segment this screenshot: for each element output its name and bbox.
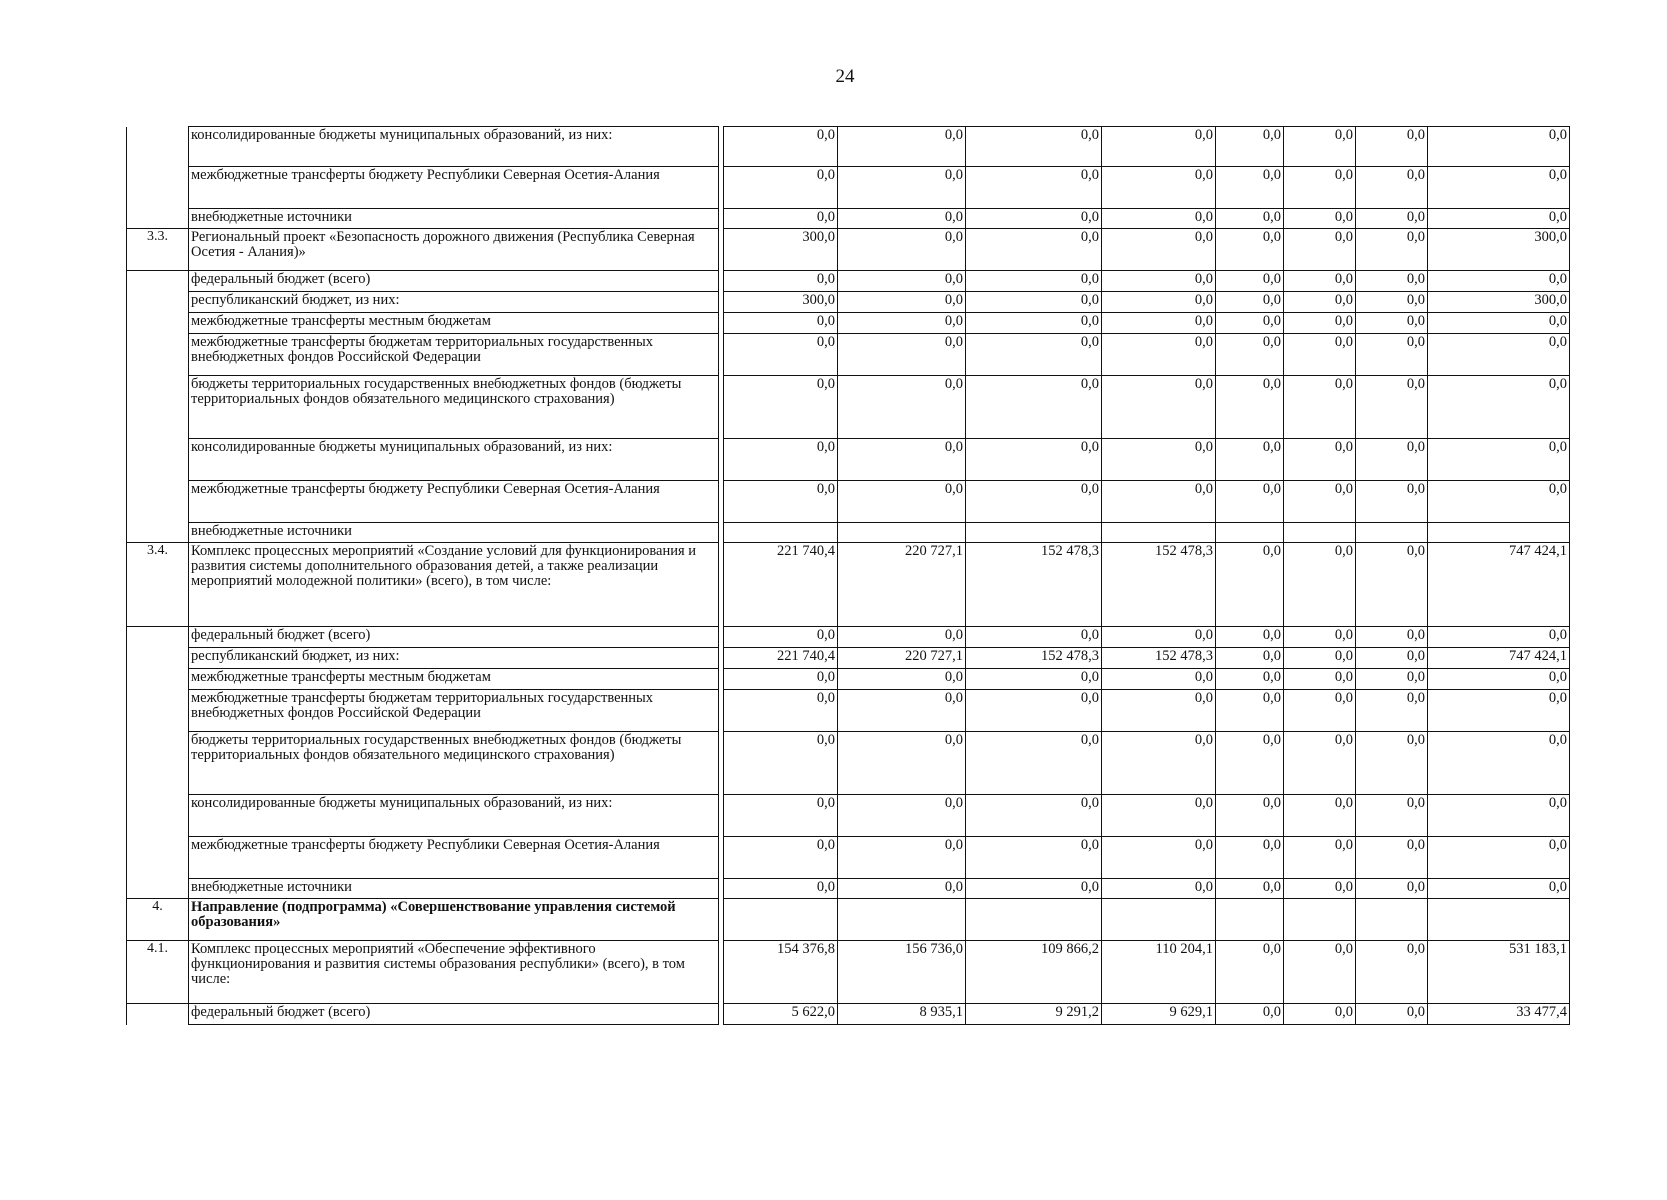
row-number xyxy=(127,732,189,795)
value-cell: 0,0 xyxy=(1216,648,1284,669)
value-cell: 0,0 xyxy=(1216,543,1284,627)
value-cell: 0,0 xyxy=(1356,292,1428,313)
value-cell: 0,0 xyxy=(1216,313,1284,334)
value-cell: 0,0 xyxy=(1356,376,1428,439)
value-cell: 0,0 xyxy=(838,313,966,334)
value-cell: 0,0 xyxy=(1356,313,1428,334)
value-cell xyxy=(1216,523,1284,543)
value-cell: 0,0 xyxy=(1284,127,1356,167)
value-cell: 0,0 xyxy=(1428,690,1570,732)
value-cell: 154 376,8 xyxy=(724,941,838,1004)
row-label: межбюджетные трансферты бюджету Республики Северная Осетия-Алания xyxy=(189,167,719,209)
value-cell: 0,0 xyxy=(1284,543,1356,627)
value-cell: 0,0 xyxy=(966,879,1102,899)
value-cell: 0,0 xyxy=(724,376,838,439)
value-cell xyxy=(1216,899,1284,941)
value-cell: 0,0 xyxy=(1102,167,1216,209)
value-cell: 0,0 xyxy=(1428,669,1570,690)
value-cell: 0,0 xyxy=(1428,879,1570,899)
value-cell: 0,0 xyxy=(1284,879,1356,899)
value-cell: 0,0 xyxy=(1284,837,1356,879)
value-cell: 0,0 xyxy=(1102,376,1216,439)
value-cell: 0,0 xyxy=(1356,795,1428,837)
value-cell: 0,0 xyxy=(724,271,838,292)
value-cell: 0,0 xyxy=(1284,313,1356,334)
value-cell: 152 478,3 xyxy=(1102,648,1216,669)
row-number xyxy=(127,271,189,292)
value-cell: 0,0 xyxy=(838,627,966,648)
value-cell: 33 477,4 xyxy=(1428,1004,1570,1025)
row-label: внебюджетные источники xyxy=(189,523,719,543)
value-cell: 0,0 xyxy=(966,127,1102,167)
value-cell: 0,0 xyxy=(1102,209,1216,229)
value-cell: 0,0 xyxy=(1284,209,1356,229)
row-number xyxy=(127,690,189,732)
value-cell: 747 424,1 xyxy=(1428,648,1570,669)
value-cell: 0,0 xyxy=(838,837,966,879)
value-cell: 0,0 xyxy=(724,439,838,481)
value-cell: 0,0 xyxy=(1102,313,1216,334)
value-cell: 0,0 xyxy=(838,481,966,523)
value-cell: 0,0 xyxy=(1102,837,1216,879)
value-cell: 0,0 xyxy=(1428,627,1570,648)
row-label: консолидированные бюджеты муниципальных образований, из них: xyxy=(189,439,719,481)
value-cell: 0,0 xyxy=(838,690,966,732)
value-cell: 0,0 xyxy=(1102,481,1216,523)
value-cell: 0,0 xyxy=(838,209,966,229)
value-cell: 0,0 xyxy=(1102,795,1216,837)
value-cell: 0,0 xyxy=(724,167,838,209)
row-number xyxy=(127,313,189,334)
value-cell: 0,0 xyxy=(966,271,1102,292)
value-cell: 0,0 xyxy=(1102,627,1216,648)
value-cell: 0,0 xyxy=(838,795,966,837)
row-label: консолидированные бюджеты муниципальных образований, из них: xyxy=(189,127,719,167)
row-label: межбюджетные трансферты местным бюджетам xyxy=(189,313,719,334)
value-cell: 0,0 xyxy=(724,481,838,523)
value-cell: 0,0 xyxy=(1356,543,1428,627)
table-row xyxy=(127,543,1570,627)
value-cell: 0,0 xyxy=(1216,941,1284,1004)
value-cell xyxy=(1284,523,1356,543)
value-cell: 0,0 xyxy=(838,127,966,167)
value-cell: 0,0 xyxy=(838,439,966,481)
value-cell: 0,0 xyxy=(966,837,1102,879)
value-cell: 0,0 xyxy=(1216,376,1284,439)
value-cell: 0,0 xyxy=(1356,837,1428,879)
value-cell: 0,0 xyxy=(724,690,838,732)
value-cell: 0,0 xyxy=(1102,690,1216,732)
value-cell: 0,0 xyxy=(966,376,1102,439)
value-cell: 0,0 xyxy=(1102,669,1216,690)
table-row xyxy=(127,439,1570,481)
value-cell: 0,0 xyxy=(1284,334,1356,376)
table-row xyxy=(127,127,1570,167)
value-cell xyxy=(966,523,1102,543)
row-label: консолидированные бюджеты муниципальных образований, из них: xyxy=(189,795,719,837)
value-cell: 0,0 xyxy=(1356,229,1428,271)
row-number: 3.3. xyxy=(127,229,189,271)
page-number: 24 xyxy=(835,66,855,87)
value-cell: 0,0 xyxy=(1356,334,1428,376)
table-row xyxy=(127,334,1570,376)
table-row xyxy=(127,313,1570,334)
value-cell: 0,0 xyxy=(1102,879,1216,899)
row-number: 3.4. xyxy=(127,543,189,627)
value-cell: 0,0 xyxy=(1284,167,1356,209)
row-label: Комплекс процессных мероприятий «Создание условий для функционирования и развития системы дополнительного образования детей, а также реализации мероприятий молодежной политики» (всего), в том числе: xyxy=(189,543,719,627)
value-cell: 5 622,0 xyxy=(724,1004,838,1025)
value-cell: 0,0 xyxy=(1216,334,1284,376)
value-cell: 0,0 xyxy=(838,271,966,292)
row-number xyxy=(127,837,189,879)
row-label: бюджеты территориальных государственных внебюджетных фондов (бюджеты территориальных фондов обязательного медицинского страхования) xyxy=(189,732,719,795)
row-label: Направление (подпрограмма) «Совершенствование управления системой образования» xyxy=(189,899,719,941)
value-cell: 0,0 xyxy=(1356,941,1428,1004)
value-cell: 300,0 xyxy=(1428,292,1570,313)
value-cell: 9 629,1 xyxy=(1102,1004,1216,1025)
row-number xyxy=(127,627,189,648)
value-cell: 0,0 xyxy=(1284,669,1356,690)
value-cell: 0,0 xyxy=(1216,271,1284,292)
value-cell: 0,0 xyxy=(1356,439,1428,481)
value-cell: 0,0 xyxy=(966,334,1102,376)
value-cell xyxy=(1356,523,1428,543)
value-cell: 0,0 xyxy=(1216,732,1284,795)
value-cell: 0,0 xyxy=(1284,271,1356,292)
table-row xyxy=(127,523,1570,543)
value-cell: 0,0 xyxy=(1102,732,1216,795)
value-cell: 0,0 xyxy=(1102,271,1216,292)
value-cell: 300,0 xyxy=(724,229,838,271)
value-cell: 0,0 xyxy=(724,837,838,879)
row-label: Региональный проект «Безопасность дорожного движения (Республика Северная Осетия - Алания)» xyxy=(189,229,719,271)
value-cell: 0,0 xyxy=(1428,732,1570,795)
value-cell: 0,0 xyxy=(1428,127,1570,167)
value-cell: 0,0 xyxy=(1216,439,1284,481)
value-cell: 0,0 xyxy=(1356,648,1428,669)
value-cell: 0,0 xyxy=(1216,1004,1284,1025)
value-cell: 0,0 xyxy=(724,334,838,376)
value-cell: 0,0 xyxy=(1428,313,1570,334)
value-cell: 0,0 xyxy=(966,313,1102,334)
value-cell: 110 204,1 xyxy=(1102,941,1216,1004)
value-cell: 0,0 xyxy=(1356,481,1428,523)
value-cell: 0,0 xyxy=(1102,292,1216,313)
value-cell xyxy=(966,899,1102,941)
value-cell: 221 740,4 xyxy=(724,648,838,669)
value-cell: 0,0 xyxy=(724,209,838,229)
value-cell: 0,0 xyxy=(966,690,1102,732)
value-cell: 0,0 xyxy=(1284,732,1356,795)
row-label: внебюджетные источники xyxy=(189,209,719,229)
value-cell: 0,0 xyxy=(1356,627,1428,648)
value-cell: 152 478,3 xyxy=(966,648,1102,669)
value-cell: 0,0 xyxy=(1284,627,1356,648)
row-number xyxy=(127,167,189,209)
value-cell: 0,0 xyxy=(1428,795,1570,837)
row-number xyxy=(127,648,189,669)
value-cell: 0,0 xyxy=(966,732,1102,795)
value-cell: 0,0 xyxy=(724,732,838,795)
row-number xyxy=(127,209,189,229)
value-cell xyxy=(1102,899,1216,941)
row-label: межбюджетные трансферты бюджету Республики Северная Осетия-Алания xyxy=(189,837,719,879)
value-cell: 0,0 xyxy=(1216,669,1284,690)
value-cell: 0,0 xyxy=(1356,209,1428,229)
value-cell: 0,0 xyxy=(1216,127,1284,167)
value-cell: 0,0 xyxy=(1428,837,1570,879)
value-cell: 0,0 xyxy=(1428,481,1570,523)
value-cell: 0,0 xyxy=(1102,334,1216,376)
value-cell: 0,0 xyxy=(838,879,966,899)
value-cell: 0,0 xyxy=(1356,669,1428,690)
value-cell: 0,0 xyxy=(1284,795,1356,837)
table-row xyxy=(127,627,1570,648)
row-number xyxy=(127,669,189,690)
row-label: республиканский бюджет, из них: xyxy=(189,292,719,313)
value-cell: 0,0 xyxy=(1356,127,1428,167)
row-label: федеральный бюджет (всего) xyxy=(189,627,719,648)
value-cell: 0,0 xyxy=(1428,167,1570,209)
value-cell: 156 736,0 xyxy=(838,941,966,1004)
value-cell: 0,0 xyxy=(838,167,966,209)
value-cell: 0,0 xyxy=(838,669,966,690)
value-cell: 0,0 xyxy=(1216,292,1284,313)
row-number xyxy=(127,439,189,481)
value-cell: 0,0 xyxy=(1216,481,1284,523)
value-cell: 0,0 xyxy=(1284,439,1356,481)
value-cell: 0,0 xyxy=(1284,481,1356,523)
value-cell: 0,0 xyxy=(1356,167,1428,209)
row-number xyxy=(127,376,189,439)
value-cell: 0,0 xyxy=(1428,271,1570,292)
budget-table-body xyxy=(127,127,1570,1025)
row-number xyxy=(127,481,189,523)
row-label: межбюджетные трансферты бюджетам территориальных государственных внебюджетных фондов Российской Федерации xyxy=(189,690,719,732)
row-label: федеральный бюджет (всего) xyxy=(189,1004,719,1025)
value-cell: 0,0 xyxy=(1284,292,1356,313)
value-cell: 0,0 xyxy=(966,439,1102,481)
row-number xyxy=(127,523,189,543)
value-cell xyxy=(1102,523,1216,543)
table-row xyxy=(127,837,1570,879)
value-cell: 0,0 xyxy=(1356,271,1428,292)
table-row xyxy=(127,481,1570,523)
row-label: межбюджетные трансферты бюджетам территориальных государственных внебюджетных фондов Российской Федерации xyxy=(189,334,719,376)
value-cell: 0,0 xyxy=(966,167,1102,209)
value-cell: 0,0 xyxy=(724,669,838,690)
value-cell: 0,0 xyxy=(724,127,838,167)
value-cell: 0,0 xyxy=(838,229,966,271)
value-cell: 0,0 xyxy=(724,879,838,899)
table-row xyxy=(127,669,1570,690)
value-cell: 0,0 xyxy=(1216,167,1284,209)
value-cell: 531 183,1 xyxy=(1428,941,1570,1004)
value-cell: 220 727,1 xyxy=(838,648,966,669)
value-cell: 0,0 xyxy=(1356,690,1428,732)
value-cell: 0,0 xyxy=(1356,879,1428,899)
value-cell: 0,0 xyxy=(1284,1004,1356,1025)
row-label: федеральный бюджет (всего) xyxy=(189,271,719,292)
value-cell: 0,0 xyxy=(966,292,1102,313)
value-cell: 8 935,1 xyxy=(838,1004,966,1025)
value-cell: 221 740,4 xyxy=(724,543,838,627)
value-cell: 0,0 xyxy=(1216,795,1284,837)
value-cell xyxy=(838,523,966,543)
value-cell: 0,0 xyxy=(1216,229,1284,271)
row-number xyxy=(127,795,189,837)
value-cell: 0,0 xyxy=(1216,837,1284,879)
value-cell: 0,0 xyxy=(1284,648,1356,669)
value-cell: 0,0 xyxy=(1216,690,1284,732)
table-row xyxy=(127,229,1570,271)
value-cell xyxy=(1284,899,1356,941)
row-number xyxy=(127,127,189,167)
value-cell: 0,0 xyxy=(1284,690,1356,732)
value-cell: 0,0 xyxy=(1102,439,1216,481)
value-cell: 0,0 xyxy=(724,313,838,334)
row-number xyxy=(127,292,189,313)
row-number xyxy=(127,879,189,899)
value-cell: 0,0 xyxy=(1216,627,1284,648)
row-label: республиканский бюджет, из них: xyxy=(189,648,719,669)
value-cell: 0,0 xyxy=(1356,732,1428,795)
value-cell xyxy=(1428,899,1570,941)
value-cell: 109 866,2 xyxy=(966,941,1102,1004)
row-label: Комплекс процессных мероприятий «Обеспечение эффективного функционирования и развития системы образования республики» (всего), в том числе: xyxy=(189,941,719,1004)
value-cell: 0,0 xyxy=(966,627,1102,648)
value-cell: 747 424,1 xyxy=(1428,543,1570,627)
value-cell: 0,0 xyxy=(838,292,966,313)
value-cell xyxy=(838,899,966,941)
value-cell: 0,0 xyxy=(1356,1004,1428,1025)
value-cell: 0,0 xyxy=(724,627,838,648)
value-cell: 300,0 xyxy=(724,292,838,313)
value-cell: 0,0 xyxy=(1284,941,1356,1004)
value-cell xyxy=(724,523,838,543)
row-number xyxy=(127,1004,189,1025)
value-cell: 9 291,2 xyxy=(966,1004,1102,1025)
value-cell: 0,0 xyxy=(1428,439,1570,481)
table-row xyxy=(127,376,1570,439)
table-row xyxy=(127,271,1570,292)
budget-table xyxy=(126,126,1570,1025)
value-cell xyxy=(1428,523,1570,543)
value-cell: 0,0 xyxy=(838,376,966,439)
table-row xyxy=(127,1004,1570,1025)
value-cell: 152 478,3 xyxy=(966,543,1102,627)
value-cell: 0,0 xyxy=(966,229,1102,271)
value-cell: 0,0 xyxy=(1102,127,1216,167)
value-cell: 0,0 xyxy=(1428,376,1570,439)
value-cell: 0,0 xyxy=(1428,334,1570,376)
table-row xyxy=(127,941,1570,1004)
row-number: 4.1. xyxy=(127,941,189,1004)
value-cell: 300,0 xyxy=(1428,229,1570,271)
row-label: внебюджетные источники xyxy=(189,879,719,899)
table-row xyxy=(127,795,1570,837)
table-row xyxy=(127,879,1570,899)
row-label: межбюджетные трансферты бюджету Республики Северная Осетия-Алания xyxy=(189,481,719,523)
value-cell: 152 478,3 xyxy=(1102,543,1216,627)
row-label: бюджеты территориальных государственных внебюджетных фондов (бюджеты территориальных фондов обязательного медицинского страхования) xyxy=(189,376,719,439)
value-cell: 0,0 xyxy=(966,669,1102,690)
table-row xyxy=(127,648,1570,669)
value-cell: 0,0 xyxy=(1284,229,1356,271)
table-row xyxy=(127,899,1570,941)
value-cell: 0,0 xyxy=(1216,879,1284,899)
table-row xyxy=(127,209,1570,229)
value-cell: 0,0 xyxy=(1216,209,1284,229)
value-cell: 0,0 xyxy=(724,795,838,837)
table-row xyxy=(127,732,1570,795)
value-cell: 0,0 xyxy=(966,481,1102,523)
table-row xyxy=(127,690,1570,732)
table-row xyxy=(127,167,1570,209)
row-label: межбюджетные трансферты местным бюджетам xyxy=(189,669,719,690)
row-number xyxy=(127,334,189,376)
table-row xyxy=(127,292,1570,313)
value-cell: 0,0 xyxy=(966,795,1102,837)
value-cell: 0,0 xyxy=(966,209,1102,229)
value-cell: 0,0 xyxy=(1284,376,1356,439)
value-cell: 0,0 xyxy=(1102,229,1216,271)
value-cell xyxy=(1356,899,1428,941)
value-cell: 0,0 xyxy=(838,334,966,376)
value-cell: 0,0 xyxy=(1428,209,1570,229)
row-number: 4. xyxy=(127,899,189,941)
value-cell: 0,0 xyxy=(838,732,966,795)
value-cell: 220 727,1 xyxy=(838,543,966,627)
value-cell xyxy=(724,899,838,941)
